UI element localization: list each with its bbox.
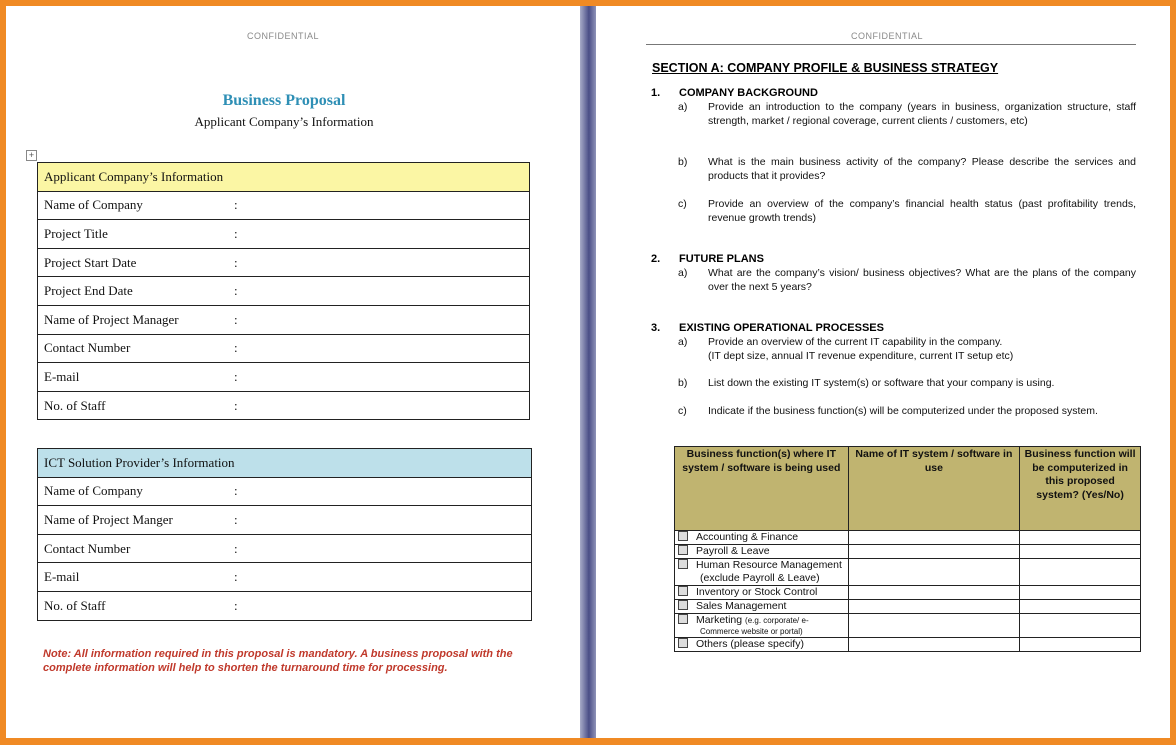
section-heading: COMPANY BACKGROUND <box>679 87 818 99</box>
table-row[interactable] <box>38 591 532 620</box>
field-colon: : <box>234 540 238 556</box>
system-name-cell[interactable] <box>848 600 1020 614</box>
section-number: 1. <box>651 87 661 99</box>
table-row[interactable] <box>38 277 530 306</box>
function-label: Payroll & Leave <box>696 545 770 557</box>
move-handle-icon[interactable]: + <box>26 150 37 161</box>
list-item <box>678 101 1136 128</box>
field-label: Project End Date <box>44 283 133 299</box>
applicant-table-header: Applicant Company’s Information <box>38 163 530 192</box>
section-heading: EXISTING OPERATIONAL PROCESSES <box>679 322 884 334</box>
function-label: Marketing <box>696 614 743 626</box>
page-divider <box>580 6 596 738</box>
section-number: 2. <box>651 253 661 265</box>
section-heading: FUTURE PLANS <box>679 253 764 265</box>
computerized-cell[interactable] <box>1020 531 1141 545</box>
checkbox[interactable] <box>678 559 688 569</box>
table-row[interactable] <box>38 477 532 506</box>
computerized-cell[interactable] <box>1020 586 1141 600</box>
item-text: Provide an overview of the company’s financial health status (past profitability trends, revenue growth trends) <box>708 198 1136 224</box>
column-header: Name of IT system / software in use <box>848 447 1020 531</box>
field-label: Name of Company <box>44 197 143 213</box>
function-label: Accounting & Finance <box>696 531 799 543</box>
field-colon: : <box>234 311 238 327</box>
checkbox[interactable] <box>678 586 688 596</box>
table-row <box>675 559 1141 586</box>
column-header: Business function(s) where IT system / software is being used <box>675 447 849 531</box>
field-colon: : <box>234 340 238 356</box>
computerized-cell[interactable] <box>1020 638 1141 652</box>
system-name-cell[interactable] <box>848 638 1020 652</box>
right-page <box>596 6 1170 738</box>
table-row[interactable] <box>38 220 530 249</box>
table-row[interactable] <box>38 563 532 592</box>
confidential-label: CONFIDENTIAL <box>851 31 924 41</box>
field-colon: : <box>234 569 238 585</box>
field-colon: : <box>234 483 238 499</box>
table-row[interactable] <box>38 334 530 363</box>
list-item <box>678 336 1136 363</box>
header-rule <box>646 44 1136 45</box>
field-label: E-mail <box>44 368 80 384</box>
table-row <box>675 614 1141 638</box>
checkbox[interactable] <box>678 614 688 624</box>
function-label: Sales Management <box>696 600 787 612</box>
column-header: Business function will be computerized in this proposed system? (Yes/No) <box>1020 447 1141 531</box>
field-colon: : <box>234 225 238 241</box>
list-item <box>678 405 1136 419</box>
field-colon: : <box>234 254 238 270</box>
table-row[interactable] <box>38 506 532 535</box>
item-text: What is the main business activity of the company? Please describe the services and products that it provides? <box>708 156 1136 182</box>
system-name-cell[interactable] <box>848 586 1020 600</box>
field-label: No. of Staff <box>44 397 106 413</box>
checkbox[interactable] <box>678 545 688 555</box>
checkbox[interactable] <box>678 531 688 541</box>
field-colon: : <box>234 597 238 613</box>
field-label: Contact Number <box>44 540 131 556</box>
item-letter: c) <box>678 405 687 417</box>
computerized-cell[interactable] <box>1020 559 1141 586</box>
list-item <box>678 156 1136 183</box>
proposal-subtitle: Applicant Company’s Information <box>194 114 374 129</box>
item-text: Provide an overview of the current IT capability in the company. <box>708 336 1003 348</box>
table-row <box>675 545 1141 559</box>
system-name-cell[interactable] <box>848 559 1020 586</box>
computerized-cell[interactable] <box>1020 600 1141 614</box>
computerized-cell[interactable] <box>1020 545 1141 559</box>
item-text: Provide an introduction to the company (years in business, organization structure, staff strength, market / regional coverage, current clients / customers, etc) <box>708 101 1136 127</box>
item-letter: a) <box>678 267 688 279</box>
confidential-label: CONFIDENTIAL <box>247 31 320 41</box>
system-name-cell[interactable] <box>848 531 1020 545</box>
item-text-detail: (IT dept size, annual IT revenue expenditure, current IT setup etc) <box>708 349 1014 362</box>
mandatory-note: Note: All information required in this proposal is mandatory. A business proposal with the complete information will help to shorten the turnaround time for processing. <box>43 648 513 674</box>
field-label: Project Title <box>44 225 108 241</box>
provider-info-table <box>37 448 532 621</box>
checkbox[interactable] <box>678 638 688 648</box>
function-label: Human Resource Management (exclude Payroll & Leave) <box>696 559 842 584</box>
field-label: No. of Staff <box>44 597 106 613</box>
applicant-info-table <box>37 162 530 420</box>
function-label: Inventory or Stock Control <box>696 586 818 598</box>
table-row[interactable] <box>38 305 530 334</box>
item-letter: a) <box>678 336 688 348</box>
list-item <box>678 377 1136 391</box>
field-label: Project Start Date <box>44 254 137 270</box>
list-item <box>678 198 1136 225</box>
it-systems-table <box>674 446 1141 652</box>
item-letter: b) <box>678 377 688 389</box>
field-label: Name of Project Manager <box>44 311 179 327</box>
table-row <box>675 531 1141 545</box>
field-colon: : <box>234 197 238 213</box>
section-number: 3. <box>651 322 661 334</box>
table-row[interactable] <box>38 248 530 277</box>
marketing-note: (e.g. corporate/ e-Commerce website or portal) <box>700 616 809 636</box>
field-colon: : <box>234 368 238 384</box>
left-page <box>6 6 580 738</box>
system-name-cell[interactable] <box>848 545 1020 559</box>
item-text: What are the company’s vision/ business objectives? What are the plans of the company over the next 5 years? <box>708 267 1136 293</box>
field-colon: : <box>234 511 238 527</box>
item-text: List down the existing IT system(s) or software that your company is using. <box>708 377 1055 389</box>
table-row[interactable] <box>38 391 530 420</box>
item-letter: b) <box>678 156 688 168</box>
field-label: Contact Number <box>44 340 131 356</box>
field-label: E-mail <box>44 569 80 585</box>
item-letter: a) <box>678 101 688 113</box>
provider-table-header: ICT Solution Provider’s Information <box>38 449 532 478</box>
field-label: Name of Project Manger <box>44 511 173 527</box>
list-item <box>678 267 1136 294</box>
table-row[interactable] <box>38 534 532 563</box>
table-row <box>675 586 1141 600</box>
checkbox[interactable] <box>678 600 688 610</box>
item-letter: c) <box>678 198 687 210</box>
proposal-title: Business Proposal <box>222 92 346 109</box>
computerized-cell[interactable] <box>1020 614 1141 638</box>
field-colon: : <box>234 283 238 299</box>
table-row[interactable] <box>38 363 530 392</box>
item-text: Indicate if the business function(s) will be computerized under the proposed system. <box>708 405 1098 417</box>
field-label: Name of Company <box>44 483 143 499</box>
table-row[interactable] <box>38 191 530 220</box>
system-name-cell[interactable] <box>848 614 1020 638</box>
field-colon: : <box>234 397 238 413</box>
table-row <box>675 638 1141 652</box>
function-label: Others (please specify) <box>696 638 804 650</box>
table-row <box>675 600 1141 614</box>
section-title: SECTION A: COMPANY PROFILE & BUSINESS STRATEGY <box>652 61 999 75</box>
